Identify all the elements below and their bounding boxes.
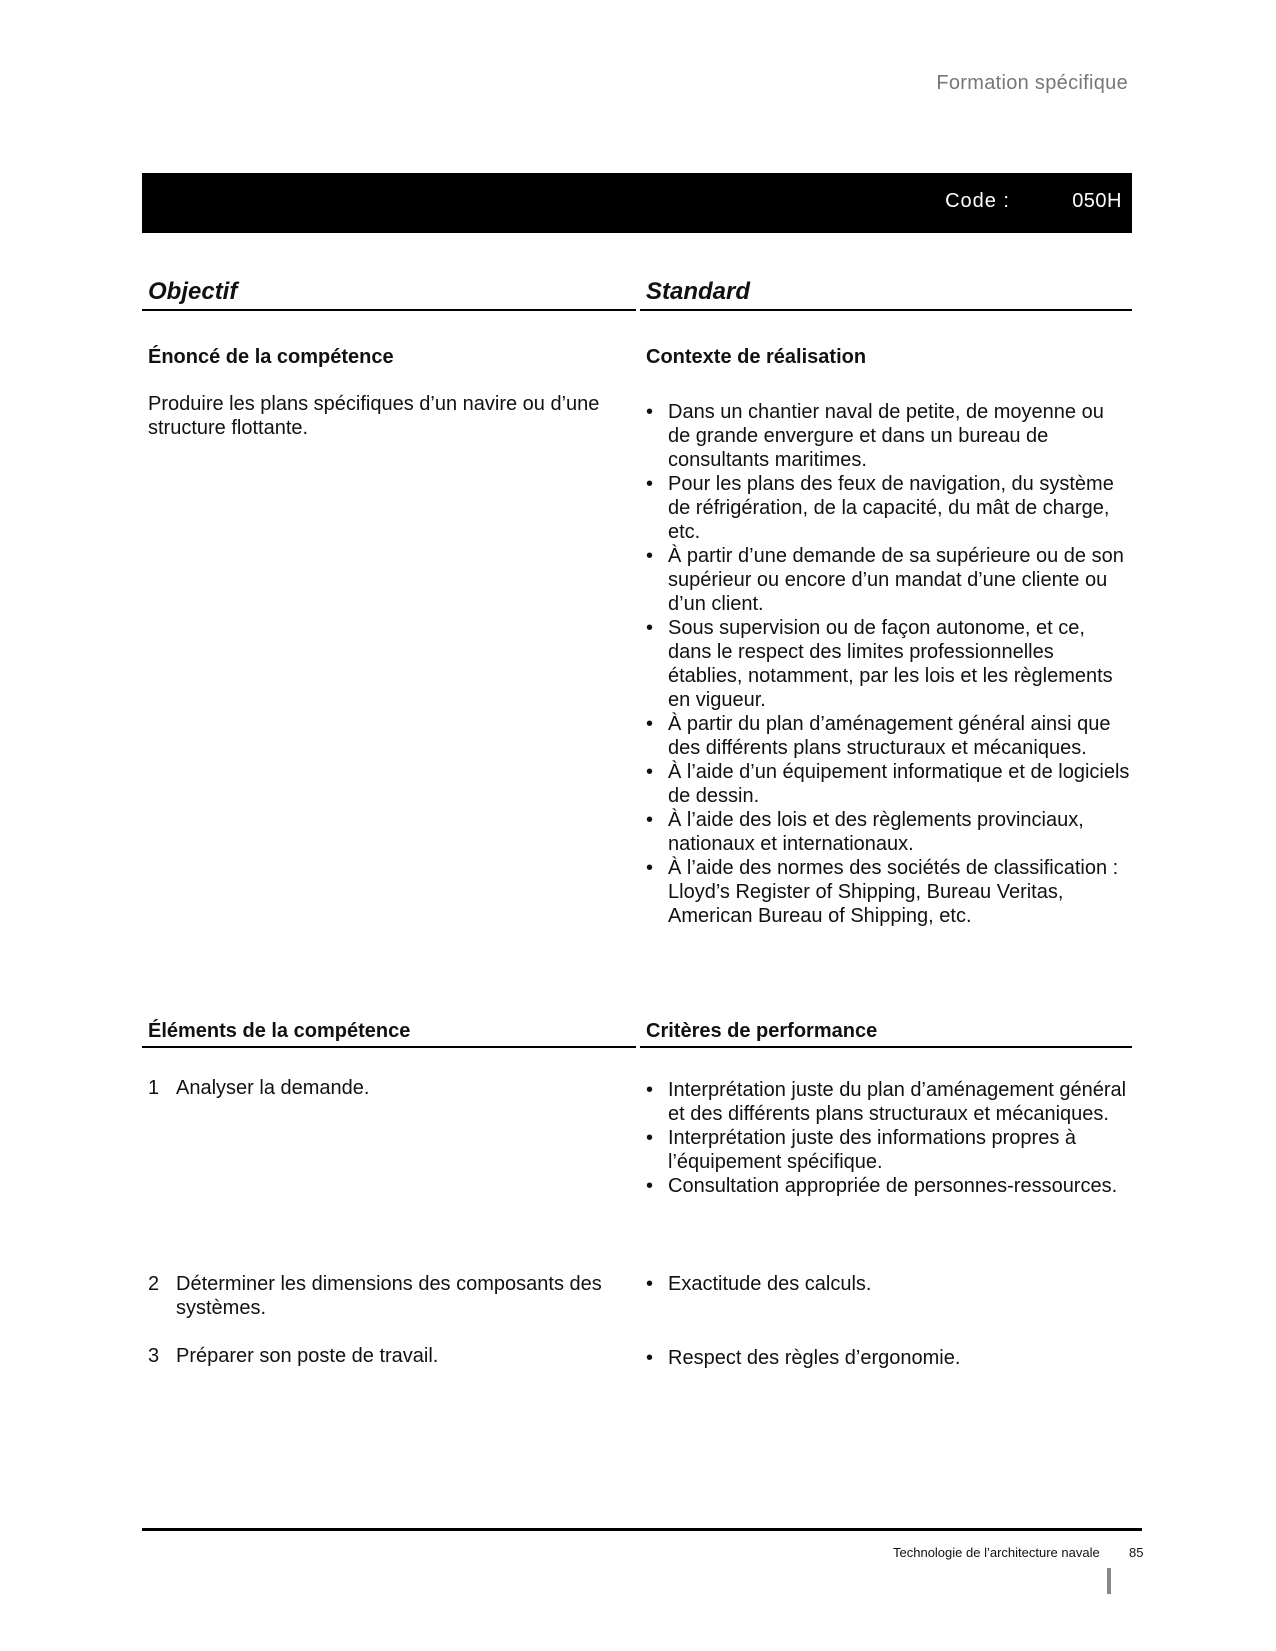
element-text: Préparer son poste de travail. [176, 1345, 439, 1367]
footer-rule [142, 1528, 1142, 1531]
list-item: • À partir du plan d’aménagement général ainsi que des différents plans structuraux et mécaniques. [646, 712, 1130, 760]
footer-title: Technologie de l’architecture navale [893, 1545, 1100, 1560]
list-item: • Exactitude des calculs. [646, 1272, 1130, 1296]
criteria-list-1 [646, 1078, 1130, 1198]
list-item: • À l’aide d’un équipement informatique et de logiciels de dessin. [646, 760, 1130, 808]
margin-mark [1107, 1568, 1111, 1594]
page-number: 85 [1129, 1545, 1144, 1560]
enonce-text: Produire les plans spécifiques d’un navire ou d’une structure flottante. [148, 393, 600, 439]
criteria-list-3 [646, 1346, 1130, 1370]
element-number: 1 [148, 1077, 160, 1099]
running-header: Formation spécifique [936, 72, 1128, 94]
objectif-column-heading: Objectif [142, 278, 636, 311]
element-2 [148, 1272, 628, 1320]
element-1 [148, 1076, 628, 1100]
element-text: Analyser la demande. [176, 1077, 370, 1099]
list-item: • À l’aide des lois et des règlements provinciaux, nationaux et internationaux. [646, 808, 1130, 856]
list-item: • Pour les plans des feux de navigation, du système de réfrigération, de la capacité, du mât de charge, etc. [646, 472, 1130, 544]
list-item: • À l’aide des normes des sociétés de classification : Lloyd’s Register of Shipping, Bureau Veritas, American Bureau of Shipping, etc. [646, 856, 1130, 928]
element-text: Déterminer les dimensions des composants des systèmes. [176, 1273, 602, 1319]
list-item: • Sous supervision ou de façon autonome, et ce, dans le respect des limites professionnelles établies, notamment, par les lois et les règlements en vigueur. [646, 616, 1130, 712]
list-item: • À partir d’une demande de sa supérieure ou de son supérieur ou encore d’un mandat d’une cliente ou d’un client. [646, 544, 1130, 616]
criteres-heading: Critères de performance [640, 1020, 1132, 1048]
contexte-list [646, 400, 1130, 928]
criteria-list-2 [646, 1272, 1130, 1296]
code-bar [142, 173, 1132, 233]
standard-column-heading: Standard [640, 278, 1132, 311]
list-item: • Dans un chantier naval de petite, de moyenne ou de grande envergure et dans un bureau de consultants maritimes. [646, 400, 1130, 472]
list-item: • Interprétation juste des informations propres à l’équipement spécifique. [646, 1126, 1130, 1174]
code-label: Code : [945, 190, 1010, 212]
contexte-heading: Contexte de réalisation [646, 346, 867, 368]
element-number: 2 [148, 1273, 160, 1295]
list-item: • Consultation appropriée de personnes-ressources. [646, 1174, 1130, 1198]
elements-heading: Éléments de la compétence [142, 1020, 636, 1048]
list-item: • Respect des règles d’ergonomie. [646, 1346, 1130, 1370]
code-value: 050H [1072, 190, 1122, 212]
enonce-heading: Énoncé de la compétence [148, 346, 394, 368]
list-item: • Interprétation juste du plan d’aménagement général et des différents plans structuraux et mécaniques. [646, 1078, 1130, 1126]
element-3 [148, 1344, 628, 1368]
element-number: 3 [148, 1345, 160, 1367]
